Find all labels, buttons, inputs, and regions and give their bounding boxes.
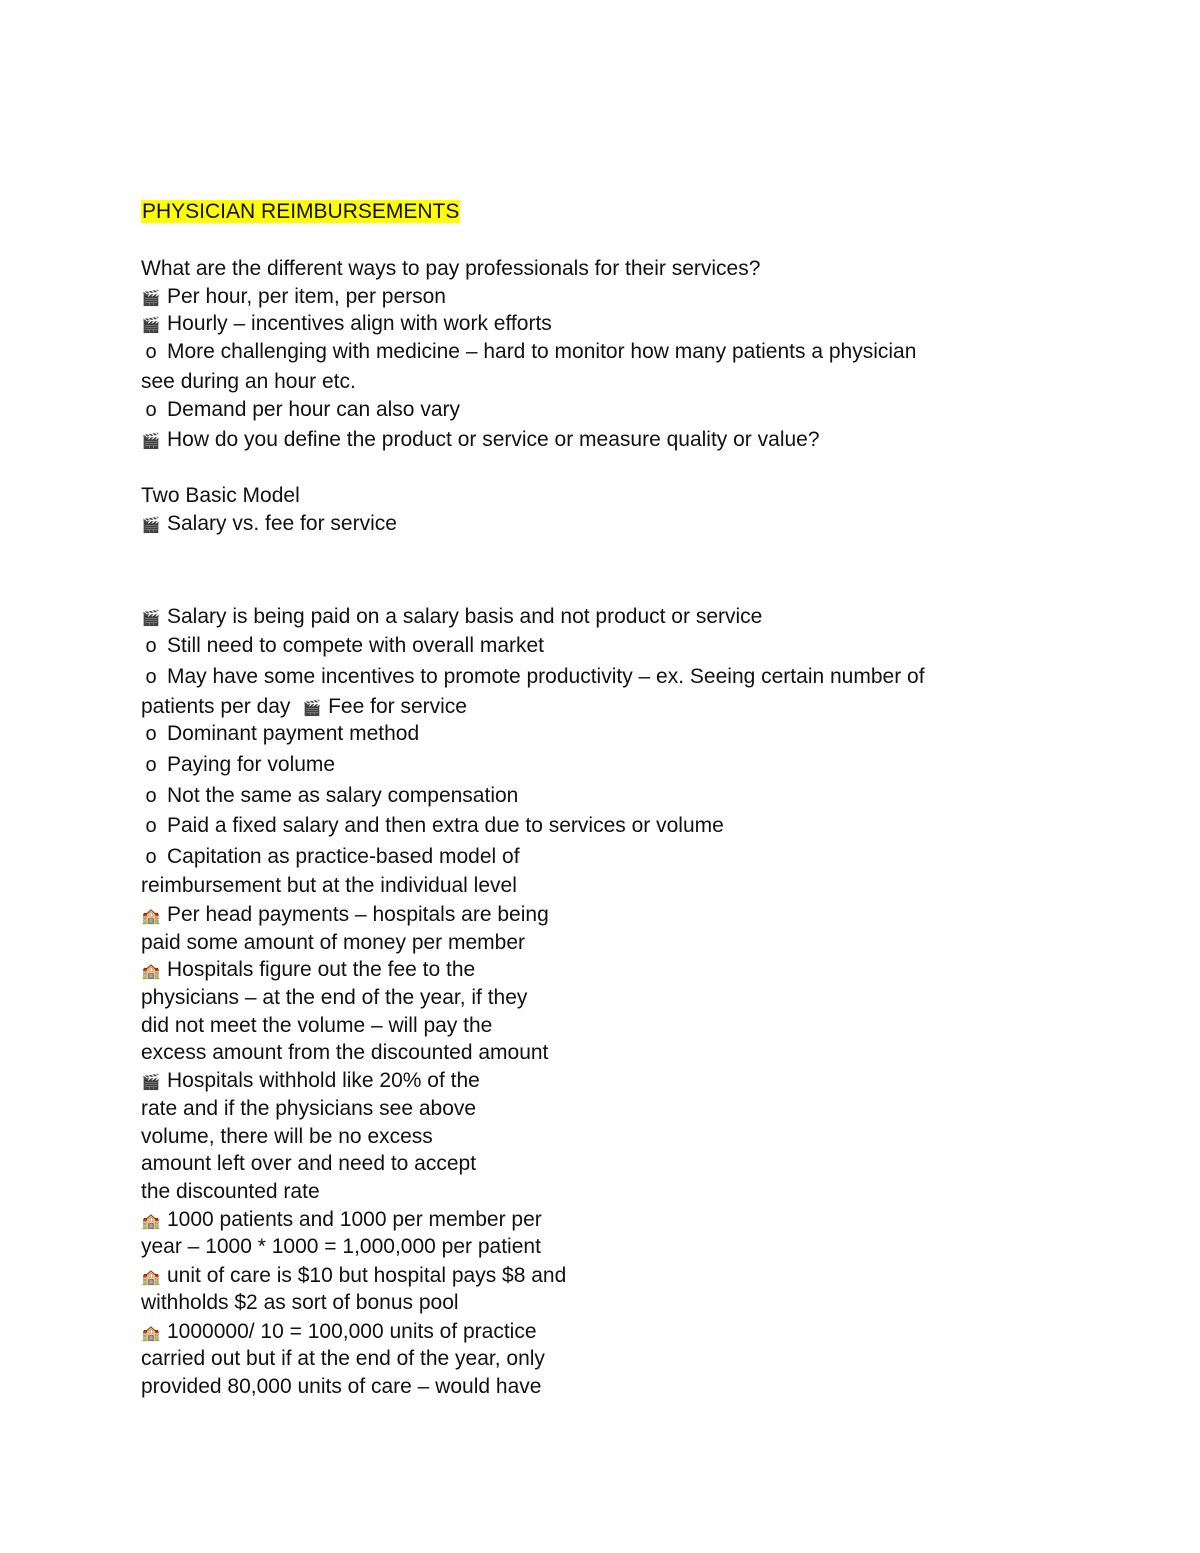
circle-bullet-icon xyxy=(141,752,161,778)
clapper-icon xyxy=(141,604,161,632)
document-title-line xyxy=(141,199,460,225)
bullet-line: 🏫1000 patients and 1000 per member per xyxy=(141,1207,542,1235)
school-icon xyxy=(141,957,161,985)
bullet-line: oDominant payment method xyxy=(141,721,419,747)
text-line: reimbursement but at the individual level xyxy=(141,874,517,897)
text-line: What are the different ways to pay professionals for their services? xyxy=(141,257,761,280)
bullet-line: 🎬How do you define the product or service or measure quality or value? xyxy=(141,427,820,455)
circle-bullet-icon xyxy=(141,844,161,870)
text-line: withholds $2 as sort of bonus pool xyxy=(141,1291,459,1314)
section-heading: Two Basic Model xyxy=(141,484,300,507)
circle-bullet-icon xyxy=(141,813,161,839)
bullet-line: oPaying for volume xyxy=(141,752,335,778)
school-icon xyxy=(141,1263,161,1291)
bullet-line: 🎬Hospitals withhold like 20% of the xyxy=(141,1068,480,1096)
text-line: excess amount from the discounted amount xyxy=(141,1041,549,1064)
bullet-line: oMore challenging with medicine – hard to monitor how many patients a physician xyxy=(141,339,916,365)
school-icon xyxy=(141,1207,161,1235)
bullet-line: oPaid a fixed salary and then extra due to services or volume xyxy=(141,813,724,839)
text-line: did not meet the volume – will pay the xyxy=(141,1014,493,1037)
text-line: rate and if the physicians see above xyxy=(141,1097,477,1120)
text-line: paid some amount of money per member xyxy=(141,931,526,954)
bullet-line: 🏫unit of care is $10 but hospital pays $8 and xyxy=(141,1263,566,1291)
bullet-line: oNot the same as salary compensation xyxy=(141,783,518,809)
clapper-icon xyxy=(141,311,161,339)
text-line: amount left over and need to accept xyxy=(141,1152,477,1175)
text-line: carried out but if at the end of the year, only xyxy=(141,1347,545,1370)
circle-bullet-icon xyxy=(141,397,161,423)
text-line: see during an hour etc. xyxy=(141,370,356,393)
text-line: year – 1000 * 1000 = 1,000,000 per patient xyxy=(141,1235,541,1258)
document-title: PHYSICIAN REIMBURSEMENTS xyxy=(142,200,460,223)
text-line: patients per day 🎬Fee for service xyxy=(141,694,467,722)
bullet-line: oStill need to compete with overall market xyxy=(141,633,544,659)
text-line: provided 80,000 units of care – would have xyxy=(141,1375,542,1398)
clapper-icon xyxy=(141,284,161,312)
circle-bullet-icon xyxy=(141,339,161,365)
bullet-line: oCapitation as practice-based model of xyxy=(141,844,520,870)
clapper-icon xyxy=(141,1068,161,1096)
text-line: physicians – at the end of the year, if they xyxy=(141,986,528,1009)
bullet-line: 🎬Per hour, per item, per person xyxy=(141,284,446,312)
bullet-line: oDemand per hour can also vary xyxy=(141,397,460,423)
text-line: the discounted rate xyxy=(141,1180,320,1203)
bullet-line: 🏫Per head payments – hospitals are being xyxy=(141,902,549,930)
bullet-line: 🎬Salary is being paid on a salary basis and not product or service xyxy=(141,604,762,632)
bullet-line: oMay have some incentives to promote productivity – ex. Seeing certain number of xyxy=(141,664,925,690)
clapper-icon xyxy=(302,694,322,722)
clapper-icon xyxy=(141,511,161,539)
circle-bullet-icon xyxy=(141,664,161,690)
clapper-icon xyxy=(141,427,161,455)
bullet-line: 🏫1000000/ 10 = 100,000 units of practice xyxy=(141,1319,537,1347)
circle-bullet-icon xyxy=(141,721,161,747)
bullet-line: 🎬Hourly – incentives align with work efforts xyxy=(141,311,552,339)
school-icon xyxy=(141,1319,161,1347)
circle-bullet-icon xyxy=(141,633,161,659)
circle-bullet-icon xyxy=(141,783,161,809)
school-icon xyxy=(141,902,161,930)
bullet-line: 🎬Salary vs. fee for service xyxy=(141,511,397,539)
bullet-line: 🏫Hospitals figure out the fee to the xyxy=(141,957,475,985)
text-line: volume, there will be no excess xyxy=(141,1125,433,1148)
